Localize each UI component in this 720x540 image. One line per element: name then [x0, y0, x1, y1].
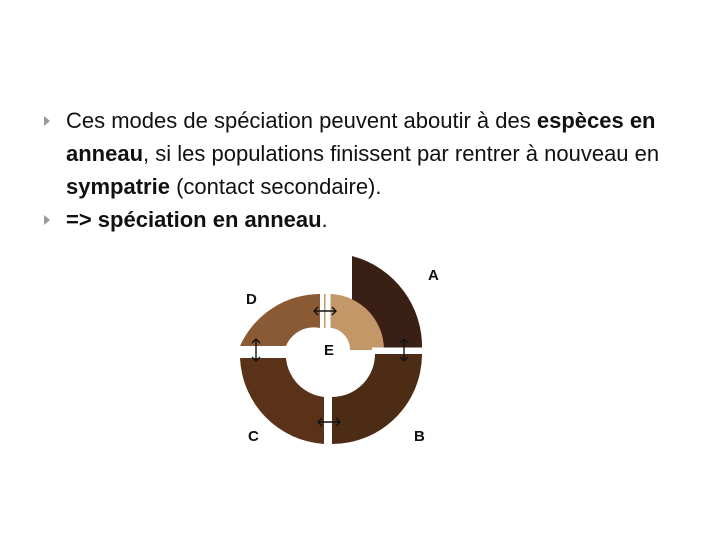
- bullet-1-part-5: (contact secondaire).: [169, 174, 382, 199]
- bullet-marker-icon: [44, 215, 50, 225]
- label-e: E: [324, 342, 335, 359]
- bullet-1-part-3: , si les populations finissent par rentrer à nouveau en: [143, 141, 660, 166]
- bullet-item-1: [44, 104, 694, 203]
- ring-species-diagram: [240, 250, 460, 450]
- label-d: D: [246, 291, 257, 308]
- bullet-list: [44, 104, 694, 236]
- bullet-1-part-4: sympatrie: [66, 174, 170, 199]
- bullet-marker-icon: [44, 116, 50, 126]
- label-c: C: [248, 428, 259, 445]
- bullet-item-2: [44, 203, 694, 236]
- bullet-2-part-2: .: [321, 207, 328, 232]
- bullet-1-part-1: Ces modes de spéciation peuvent aboutir à des: [66, 108, 537, 133]
- bullet-1-part-2: espèces en anneau: [66, 108, 656, 166]
- segment-b: [332, 354, 422, 444]
- label-a: A: [428, 267, 439, 284]
- bullet-2-part-1: => spéciation en anneau: [66, 207, 322, 232]
- label-b: B: [414, 428, 425, 445]
